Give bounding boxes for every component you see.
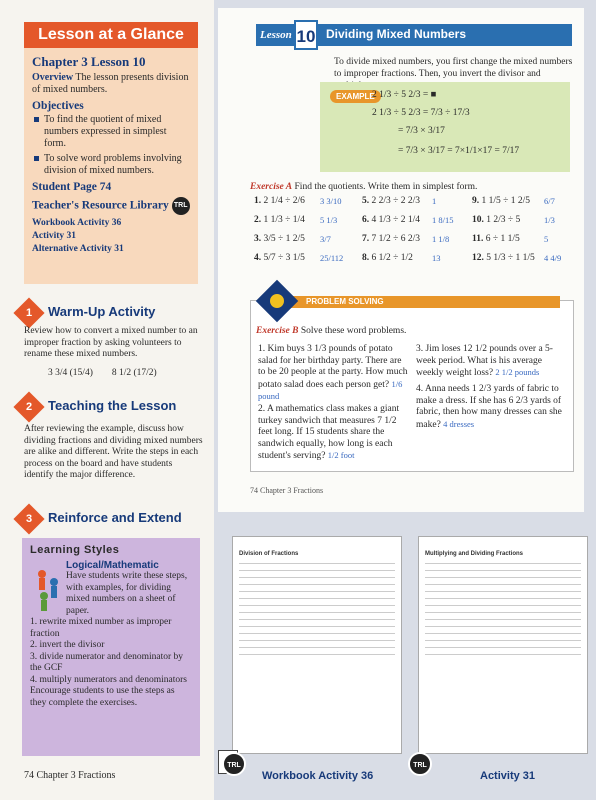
learning-styles-box: [22, 538, 200, 756]
glance-panel: [24, 48, 198, 284]
exercise-a-heading: Exercise A Find the quotients. Write them in simplest form.: [250, 182, 478, 192]
exercise-row: [254, 215, 574, 234]
exercise-question: 1 1/5 ÷ 1 2/5: [481, 196, 530, 206]
exercise-answer: 5 1/3: [320, 215, 338, 225]
exercise-item: [362, 234, 420, 244]
word-problem: 2. A mathematics class makes a giant turkey sandwich that measures 7 1/2 feet long. If 15 students share the sandwich equally, how long is each student's serving? 1/2 foot: [258, 404, 400, 461]
step-item: 2. invert the divisor: [30, 640, 105, 650]
people-icon: [34, 568, 62, 612]
exercise-question: 2 1/4 ÷ 2/6: [263, 196, 305, 206]
word-problem: 3. Jim loses 12 1/2 pounds over a 5-week period. What is his average weekly weight loss? 2 1/2 pounds: [416, 344, 553, 378]
exercise-answer: 6/7: [544, 196, 555, 206]
exercise-question: 3/5 ÷ 1 2/5: [263, 234, 305, 244]
problem-solving-banner: PROBLEM SOLVING: [282, 296, 560, 308]
overview: [32, 72, 190, 96]
example-tag: EXAMPLE: [330, 90, 381, 103]
trl-icon: TRL: [408, 752, 432, 776]
reinforce-title: Reinforce and Extend: [48, 510, 182, 525]
exercise-question: 1 2/3 ÷ 5: [486, 215, 521, 225]
activity-thumbnail: [418, 536, 588, 754]
step-item: 1. rewrite mixed number as improper fraction: [30, 617, 172, 639]
page-footer-right: 74 Chapter 3 Fractions: [250, 486, 324, 495]
example-line: 2 1/3 ÷ 5 2/3 = 7/3 ÷ 17/3: [372, 108, 470, 118]
teaching-title: Teaching the Lesson: [48, 398, 177, 413]
word-problem: 4. Anna needs 1 2/3 yards of fabric to make a dress. If she has 6 2/3 yards of fabric, then how many dresses can she make? 4 dresses: [416, 384, 562, 430]
exercise-question: 2 2/3 ÷ 2 2/3: [371, 196, 420, 206]
lesson-title: Dividing Mixed Numbers: [326, 27, 467, 41]
step-badge: 1: [13, 297, 44, 328]
lesson-tag: Lesson: [260, 29, 292, 41]
exercise-number: 2.: [254, 215, 262, 225]
exercise-item: [362, 215, 420, 225]
exercise-number: 8.: [362, 253, 370, 263]
exercise-question: 7 1/2 ÷ 6 2/3: [371, 234, 420, 244]
exercise-row: [254, 253, 574, 272]
exercise-number: 12.: [472, 253, 484, 263]
example-line: = 7/3 × 3/17: [398, 126, 445, 136]
lesson-number: 10: [294, 20, 318, 50]
workbook-link: Workbook Activity 36: [32, 218, 122, 228]
example-line: = 7/3 × 3/17 = 7×1/1×17 = 7/17: [398, 146, 520, 156]
exercise-item: [362, 196, 420, 206]
learning-styles-title: Learning Styles: [30, 544, 120, 556]
worksheet-title: Multiplying and Dividing Fractions: [425, 551, 524, 557]
alt-activity-link: Alternative Activity 31: [32, 244, 124, 254]
exercise-number: 9.: [472, 196, 480, 206]
exercise-number: 5.: [362, 196, 370, 206]
learning-intro: Have students write these steps, with examples, for dividing mixed numbers on a sheet of paper.: [66, 571, 188, 616]
exercise-answer: 4 4/9: [544, 253, 562, 263]
student-page: Student Page 74: [32, 181, 112, 193]
steps-list: [30, 617, 192, 686]
exercise-answer: 1: [432, 196, 437, 206]
activity-link: Activity 31: [32, 231, 77, 241]
exercise-item: [254, 234, 305, 244]
chapter-heading: Chapter 3 Lesson 10: [32, 54, 146, 69]
exercise-number: 6.: [362, 215, 370, 225]
page-footer-left: 74 Chapter 3 Fractions: [24, 770, 116, 781]
workbook-thumbnail: [232, 536, 402, 754]
exercise-question: 5 1/3 ÷ 1 1/5: [486, 253, 535, 263]
exercise-question: 4 1/3 ÷ 2 1/4: [371, 215, 420, 225]
objective-item: To find the quotient of mixed numbers expressed in simplest form.: [32, 114, 190, 150]
exercise-number: 11.: [472, 234, 484, 244]
exercise-question: 1 1/3 ÷ 1/4: [263, 215, 305, 225]
warmup-examples: 3 3/4 (15/4) 8 1/2 (17/2): [48, 368, 157, 378]
exercise-item: [362, 253, 413, 263]
worksheet-title: Division of Fractions: [239, 551, 299, 557]
trl-heading: Teacher's Resource Library TRL: [32, 197, 190, 215]
step-badge: 3: [13, 503, 44, 534]
exercise-answer: 1/3: [544, 215, 555, 225]
exercise-answer: 1 8/15: [432, 215, 454, 225]
exercise-number: 7.: [362, 234, 370, 244]
exercise-item: [472, 234, 520, 244]
objective-item: To solve word problems involving division of mixed numbers.: [32, 153, 190, 177]
warmup-text: Review how to convert a mixed number to an improper fraction by asking volunteers to rename these mixed numbers.: [24, 326, 198, 359]
overview-label: Overview: [32, 72, 74, 83]
exercise-item: [254, 215, 305, 225]
exercise-answer: 3/7: [320, 234, 331, 244]
exercise-question: 6 1/2 ÷ 1/2: [371, 253, 413, 263]
exercise-number: 3.: [254, 234, 262, 244]
exercise-number: 4.: [254, 253, 262, 263]
glance-header: Lesson at a Glance: [24, 22, 198, 48]
step-item: 3. divide numerator and denominator by the GCF: [30, 651, 184, 673]
lesson-intro: To divide mixed numbers, you first change the mixed numbers to improper fractions. Then, you invert the divisor and: [334, 57, 573, 79]
objectives-list: [32, 114, 190, 177]
exercise-question: 5/7 ÷ 3 1/5: [263, 253, 305, 263]
example-line: 2 1/3 ÷ 5 2/3 = ■: [372, 90, 437, 100]
exercise-item: [254, 253, 305, 263]
objectives-label: Objectives: [32, 100, 84, 112]
exercise-a-grid: [254, 196, 574, 272]
exercise-answer: 3 3/10: [320, 196, 342, 206]
exercise-item: [472, 196, 530, 206]
trl-icon: TRL: [172, 197, 190, 215]
exercise-b-heading: Exercise B Solve these word problems.: [256, 326, 407, 336]
exercise-number: 1.: [254, 196, 262, 206]
exercise-answer: 1 1/8: [432, 234, 450, 244]
exercise-item: [254, 196, 305, 206]
exercise-item: [472, 215, 520, 225]
teaching-text: After reviewing the example, discuss how dividing fractions and dividing mixed numbers are alike and different. Write the steps in each process on the board and have students identify the major difference.: [24, 424, 203, 480]
exercise-answer: 5: [544, 234, 549, 244]
trl-icon: TRL: [222, 752, 246, 776]
warmup-title: Warm-Up Activity: [48, 304, 156, 319]
exercise-answer: 13: [432, 253, 441, 263]
learning-outro: Encourage students to use the steps as they complete the exercises.: [30, 686, 175, 708]
workbook-label: Workbook Activity 36: [262, 770, 374, 782]
step-badge: 2: [13, 391, 44, 422]
exercise-answer: 25/112: [320, 253, 344, 263]
exercise-item: [472, 253, 535, 263]
word-problem: 1. Kim buys 3 1/3 pounds of potato salad for her birthday party. There are to be 20 people at the party. How much potato salad does each person get? 1/6 pound: [258, 344, 408, 401]
learning-style-name: Logical/Mathematic: [66, 560, 159, 571]
exercise-number: 10.: [472, 215, 484, 225]
exercise-row: [254, 234, 574, 253]
exercise-row: [254, 196, 574, 215]
overview-text: The lesson presents division of mixed numbers.: [32, 72, 189, 95]
activity-label: Activity 31: [480, 770, 536, 782]
exercise-question: 6 ÷ 1 1/5: [485, 234, 520, 244]
step-item: 4. multiply numerators and denominators: [30, 674, 187, 685]
